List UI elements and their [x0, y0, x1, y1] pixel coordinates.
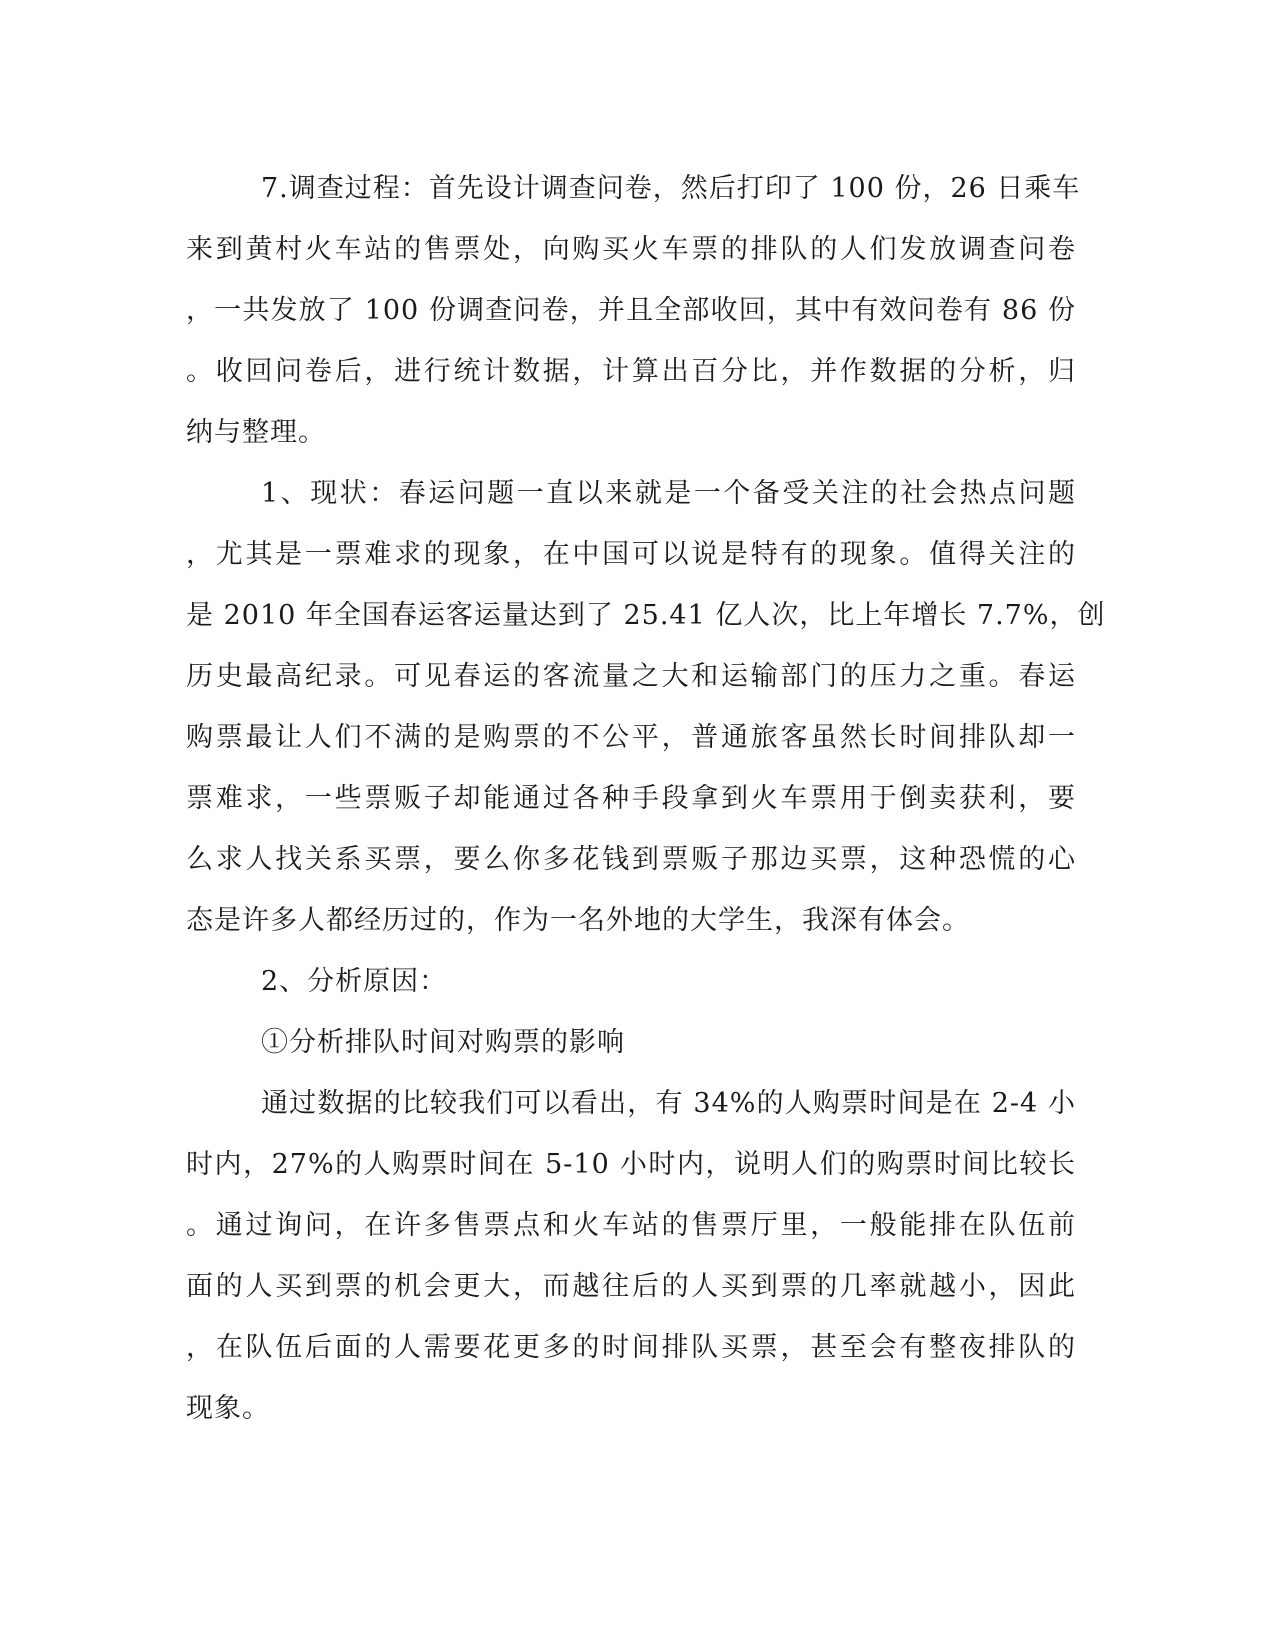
text-line: 。通过询问，在许多售票点和火车站的售票厅里，一般能排在队伍前 — [186, 1210, 1076, 1241]
text-line: 1、现状：春运问题一直以来就是一个备受关注的社会热点问题 — [261, 478, 1076, 509]
text-line: ，尤其是一票难求的现象，在中国可以说是特有的现象。值得关注的 — [186, 539, 1076, 570]
text-line: 7.调查过程：首先设计调查问卷，然后打印了 100 份，26 日乘车 — [261, 173, 1081, 204]
text-line: 时内，27%的人购票时间在 5-10 小时内，说明人们的购票时间比较长 — [186, 1149, 1076, 1180]
text-line: ，一共发放了 100 份调查问卷，并且全部收回，其中有效问卷有 86 份 — [186, 295, 1076, 326]
text-line: 态是许多人都经历过的，作为一名外地的大学生，我深有体会。 — [186, 905, 970, 936]
text-line: 2、分析原因： — [261, 966, 448, 997]
text-line: 纳与整理。 — [186, 417, 326, 448]
text-line: 来到黄村火车站的售票处，向购买火车票的排队的人们发放调查问卷 — [186, 234, 1076, 265]
text-line: 历史最高纪录。可见春运的客流量之大和运输部门的压力之重。春运 — [186, 661, 1076, 692]
text-line: 现象。 — [186, 1393, 270, 1424]
text-line: 票难求，一些票贩子却能通过各种手段拿到火车票用于倒卖获利，要 — [186, 783, 1076, 814]
text-line: 么求人找关系买票，要么你多花钱到票贩子那边买票，这种恐慌的心 — [186, 844, 1076, 875]
text-line: 。收回问卷后，进行统计数据，计算出百分比，并作数据的分析，归 — [186, 356, 1076, 387]
text-line: 购票最让人们不满的是购票的不公平，普通旅客虽然长时间排队却一 — [186, 722, 1076, 753]
document-body — [186, 158, 1106, 1439]
text-line: 通过数据的比较我们可以看出，有 34%的人购票时间是在 2-4 小 — [261, 1088, 1076, 1119]
text-line: ，在队伍后面的人需要花更多的时间排队买票，甚至会有整夜排队的 — [186, 1332, 1076, 1363]
text-line: 面的人买到票的机会更大，而越往后的人买到票的几率就越小，因此 — [186, 1271, 1076, 1302]
text-line: ①分析排队时间对购票的影响 — [261, 1027, 625, 1058]
text-line: 是 2010 年全国春运客运量达到了 25.41 亿人次，比上年增长 7.7%，创 — [186, 600, 1106, 631]
